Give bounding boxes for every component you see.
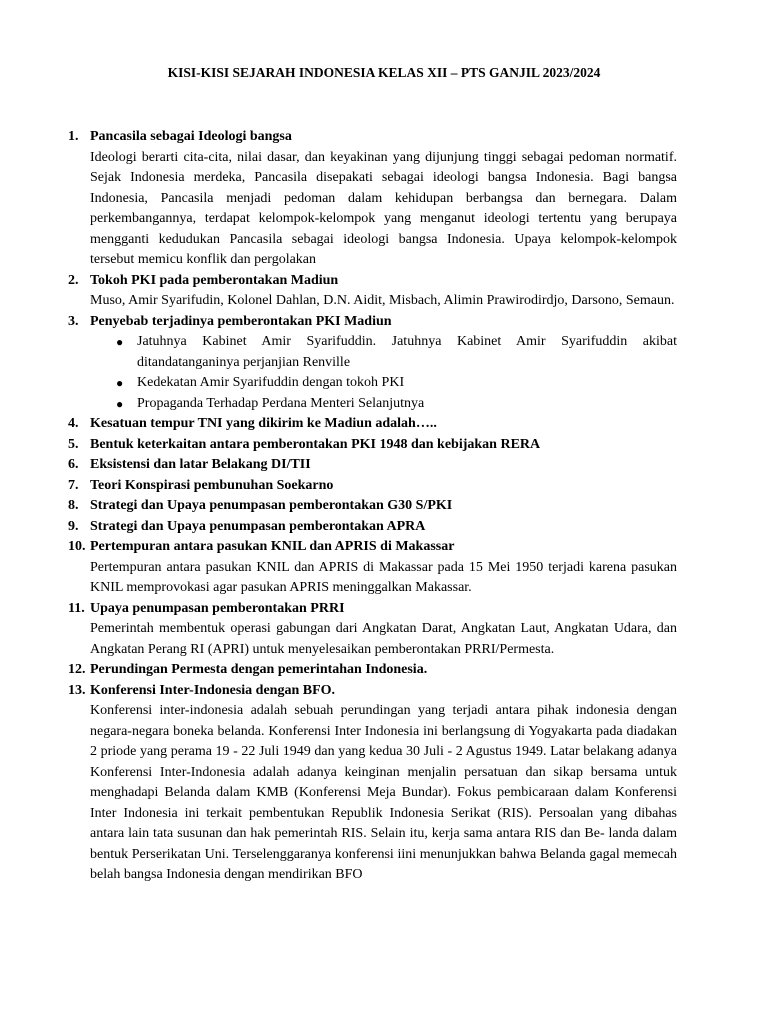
item-number: 12. bbox=[68, 662, 86, 677]
list-item bbox=[68, 455, 677, 476]
item-number: 4. bbox=[68, 416, 79, 431]
bullet-text: Propaganda Terhadap Perdana Menteri Selanjutnya bbox=[137, 395, 425, 411]
list-item bbox=[68, 476, 677, 497]
item-number: 6. bbox=[68, 457, 79, 472]
item-heading: Eksistensi dan latar Belakang DI/TII bbox=[90, 457, 311, 472]
item-heading: Pancasila sebagai Ideologi bangsa bbox=[90, 129, 292, 144]
list-item bbox=[68, 312, 677, 415]
item-number: 9. bbox=[68, 518, 79, 534]
item-body: Ideologi berarti cita-cita, nilai dasar, dan keyakinan yang dijunjung tinggi sebagai pedoman normatif. Sejak Indonesia merdeka, Pancasila disepakati sebagai ideologi bangsa Indonesia. Bagi bangsa Indonesia, Pancasila menjadi pedoman dalam kehidupan berbangsa dan bernegara. Dalam perkembangannya, terdapat kelompok-kelompok yang menganut ideologi tertentu yang berupaya mengganti kedudukan Pancasila sebagai ideologi bangsa Indonesia. Upaya kelompok-kelompok tersebut memicu konflik dan pergolakan bbox=[90, 149, 677, 267]
bullet-icon: ● bbox=[116, 335, 124, 349]
item-number: 7. bbox=[68, 477, 79, 493]
bullet-icon: ● bbox=[116, 376, 124, 390]
item-heading: Strategi dan Upaya penumpasan pemberontakan G30 S/PKI bbox=[90, 498, 453, 513]
document-title: KISI-KISI SEJARAH INDONESIA KELAS XII – PTS GANJIL 2023/2024 bbox=[167, 65, 601, 80]
item-heading: Kesatuan tempur TNI yang dikirim ke Madiun adalah….. bbox=[90, 416, 437, 431]
bullet-text: Jatuhnya Kabinet Amir Syarifuddin. Jatuhnya Kabinet Amir Syarifuddin akibat ditandatanganinya perjanjian Renville bbox=[137, 334, 677, 370]
item-body: Konferensi inter-indonesia adalah sebuah perundingan yang terjadi antara pihak indonesia dengan negara-negara boneka belanda. Konferensi Inter Indonesia ini berlangsung di Yogyakarta pada diadakan 2 priode yang perama 19 - 22 Juli 1949 dan yang kedua 30 Juli - 2 Agustus 1949. Latar belakang adanya Konferensi Inter-Indonesia adalah adanya keinginan menjalin persatuan dan sikap bersama untuk menghadapi Belanda dalam KMB (Konferensi Meja Bundar). Fokus pembicaraan dalam Konferensi Inter Indonesia ini terkait pembentukan Republik Indonesia Serikat (RIS). Persoalan yang dibahas antara lain tata susunan dan hak pemerintah RIS. Selain itu, kerja sama antara RIS dan Be- landa dalam bentuk Perserikatan Uni. Terselenggaranya konferensi iini menunjukkan bahwa Belanda gagal memecah belah bangsa Indonesia dengan mendirikan BFO bbox=[90, 703, 677, 882]
list-item bbox=[68, 435, 677, 456]
bullet-list bbox=[90, 332, 677, 414]
item-number: 10. bbox=[68, 539, 86, 554]
outline-list bbox=[68, 127, 677, 886]
bullet-item bbox=[116, 394, 677, 415]
list-item bbox=[68, 660, 677, 681]
bullet-text: Kedekatan Amir Syarifuddin dengan tokoh PKI bbox=[137, 375, 405, 390]
item-number: 3. bbox=[68, 313, 79, 329]
item-heading: Penyebab terjadinya pemberontakan PKI Madiun bbox=[90, 313, 392, 329]
item-number: 2. bbox=[68, 272, 79, 288]
bullet-icon: ● bbox=[116, 396, 124, 411]
list-item bbox=[68, 599, 677, 661]
item-number: 11. bbox=[68, 600, 85, 616]
list-item bbox=[68, 537, 677, 599]
item-heading: Konferensi Inter-Indonesia dengan BFO. bbox=[90, 682, 336, 698]
item-heading: Tokoh PKI pada pemberontakan Madiun bbox=[90, 272, 339, 288]
item-body: Pertempuran antara pasukan KNIL dan APRIS di Makassar pada 15 Mei 1950 terjadi karena pasukan KNIL memprovokasi agar pasukan APRIS meninggalkan Makassar. bbox=[90, 559, 677, 595]
list-item bbox=[68, 414, 677, 435]
list-item bbox=[68, 496, 677, 517]
list-item bbox=[68, 271, 677, 312]
item-heading: Pertempuran antara pasukan KNIL dan APRIS di Makassar bbox=[90, 539, 455, 554]
item-heading: Teori Konspirasi pembunuhan Soekarno bbox=[90, 477, 334, 493]
list-item bbox=[68, 517, 677, 538]
item-number: 8. bbox=[68, 498, 79, 513]
item-body: Muso, Amir Syarifudin, Kolonel Dahlan, D.N. Aidit, Misbach, Alimin Prawirodirdjo, Darsono, Semaun. bbox=[90, 293, 675, 308]
list-item bbox=[68, 681, 677, 886]
item-heading: Perundingan Permesta dengan pemerintahan Indonesia. bbox=[90, 662, 428, 677]
list-item bbox=[68, 127, 677, 271]
item-number: 1. bbox=[68, 129, 79, 144]
item-body: Pemerintah membentuk operasi gabungan dari Angkatan Darat, Angkatan Laut, Angkatan Udara, dan Angkatan Perang RI (APRI) untuk menyelesaikan pemberontakan PRRI/Permesta. bbox=[90, 621, 677, 657]
item-number: 13. bbox=[68, 682, 86, 698]
item-heading: Upaya penumpasan pemberontakan PRRI bbox=[90, 600, 345, 616]
item-heading: Strategi dan Upaya penumpasan pemberontakan APRA bbox=[90, 518, 426, 534]
bullet-item bbox=[116, 332, 677, 373]
bullet-item bbox=[116, 373, 677, 394]
item-number: 5. bbox=[68, 436, 79, 452]
item-heading: Bentuk keterkaitan antara pemberontakan PKI 1948 dan kebijakan RERA bbox=[90, 436, 541, 452]
